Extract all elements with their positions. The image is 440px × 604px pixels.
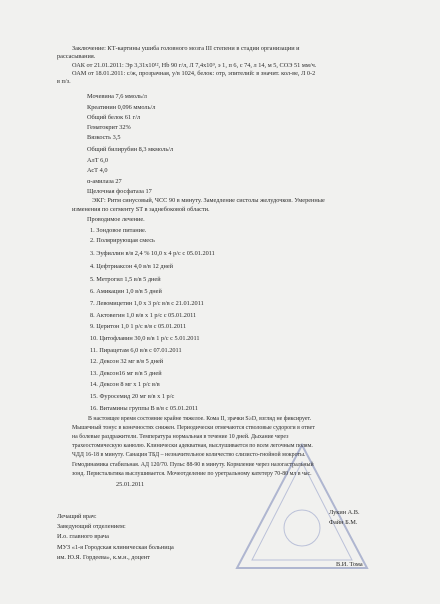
conclusion-line-2: рассасывания. xyxy=(57,53,96,60)
treatment-item: 14. Дексон 8 мг х 1 р/с в/в xyxy=(90,381,160,388)
doctor-label: Лечащий врач: xyxy=(57,513,97,520)
treatment-item: 15. Фуросемид 20 мг в/в х 1 р/с xyxy=(90,393,175,400)
hospital-line-2: им. Ю.Я. Гордеева», к.м.н., доцент xyxy=(57,554,150,561)
treatment-item: 9. Церитон 1,0 1 р/с в/в с 05.01.2011 xyxy=(90,323,187,330)
bio-item: Мочевина 7,6 ммоль/л xyxy=(87,93,147,100)
bio-item: Общий билирубин 8,3 мкмоль/л xyxy=(87,146,174,153)
status-line: Мышечный тонус в конечностях снижен. Периодически отмечаются стволовые судороги в ответ xyxy=(72,425,315,431)
treatment-item: 3. Эуфиллин в/в 2,4 % 10,0 х 4 р/с с 05.01.2011 xyxy=(90,250,215,257)
status-line: зонд. Перистальтика выслушивается. Мочеотделение по уретральному катетеру 70-80 мл в час. xyxy=(72,471,312,477)
bio-item: Гематокрит 32% xyxy=(87,124,131,131)
ekg-line-2: изменения по сегменту ST в заднебоковой области. xyxy=(72,206,210,213)
oam-line-2: в п/з. xyxy=(57,78,71,85)
conclusion-line-1: Заключение: КТ-картины ушиба головного мозга III степени в стадии организации и xyxy=(72,45,300,52)
treatment-item: 16. Витамины группы В в/в с 05.01.2011 xyxy=(90,405,199,412)
chief-label: И.о. главного врача xyxy=(57,533,109,540)
treatment-item: 12. Дексон 32 мг в/в 5 дней xyxy=(90,358,164,365)
treatment-item: 10. Цитофлавин 30,0 в/в 1 р/с с 5.01.2011 xyxy=(90,335,200,342)
oak-line: ОАК от 21.01.2011: Эр 3,31х10¹², Hb 90 г/л, Л 7,4х10⁹, э 1, п 6, с 74, л 14, м 5, СОЭ 51 мм/ч. xyxy=(72,62,317,69)
status-line: трахеостомическую канюлю. Клинически адекватная, выслушивается по всем легочным полям. xyxy=(72,443,313,449)
treatment-item: 11. Пирацетам 6,0 в/в с 07.01.2011 xyxy=(90,347,182,354)
doctor-name: Лукин А.В. xyxy=(329,509,360,516)
status-line: на болевые раздражители. Температура нормальная в течение 10 дней. Дыхание через xyxy=(72,434,289,440)
bio-item: Креатинин 0,096 ммоль/л xyxy=(87,104,156,111)
head-label: Заведующий отделением: xyxy=(57,523,126,530)
status-line: Гемодинамика стабильная. АД 120/70. Пульс 88-90 в минуту. Кормление через назогастральный xyxy=(72,462,314,468)
bio-item: Общий белок 61 г/л xyxy=(87,114,141,121)
status-line: ЧДД 16-18 в минуту. Санация ТБД – незначительное количество слизисто-гнойной мокроты. xyxy=(72,452,306,458)
bio-item: АсТ 4,0 xyxy=(87,167,108,174)
status-line: В настоящее время состояние крайне тяжелое. Кома II, зрачки S≥D, взгляд не фиксирует. xyxy=(88,416,312,422)
treatment-item: 1. Зондовое питание. xyxy=(90,227,147,234)
treatment-item: 7. Левомицетин 1,0 х 3 р/с в/в с 21.01.2011 xyxy=(90,300,204,307)
chief-name: В.И. Тома xyxy=(336,561,363,568)
treatment-item: 8. Актовегин 1,0 в/в х 1 р/с с 05.01.2011 xyxy=(90,312,197,319)
bio-item: Вязкость 3,5 xyxy=(87,134,121,141)
treatment-item: 13. Дексон16 мг в/в 5 дней xyxy=(90,370,162,377)
oam-line-1: ОАМ от 18.01.2011: с/ж, прозрачная, у/в 1024, белок: отр, эпителий: в значит. кол-ве, Л 0-2 xyxy=(72,70,316,77)
hospital-line-1: МУЗ «1-я Городская клиническая больница xyxy=(57,544,174,551)
treatment-item: 2. Полярирующая смесь xyxy=(90,237,155,244)
bio-item: α-амилаза 27 xyxy=(87,178,122,185)
ekg-line-1: ЭКГ: Ритм синусовый, ЧСС 90 в минуту. Замедление систолы желудочков. Умеренные xyxy=(92,197,325,204)
head-name: Файн Б.М. xyxy=(329,519,358,526)
stamp-icon xyxy=(232,440,372,575)
treatment-item: 6. Амикацин 1,0 в/в 5 дней xyxy=(90,288,162,295)
treatment-item: 5. Метрогил 1,5 в/в 5 дней xyxy=(90,276,161,283)
treatment-title: Проводимое лечение. xyxy=(87,216,145,223)
document-date: 25.01.2011 xyxy=(116,481,145,488)
bio-item: АлТ 6,0 xyxy=(87,157,108,164)
bio-item: Щелочная фосфатаза 17 xyxy=(87,188,152,195)
treatment-item: 4. Цефтриаксон 4,0 в/в 12 дней xyxy=(90,263,174,270)
